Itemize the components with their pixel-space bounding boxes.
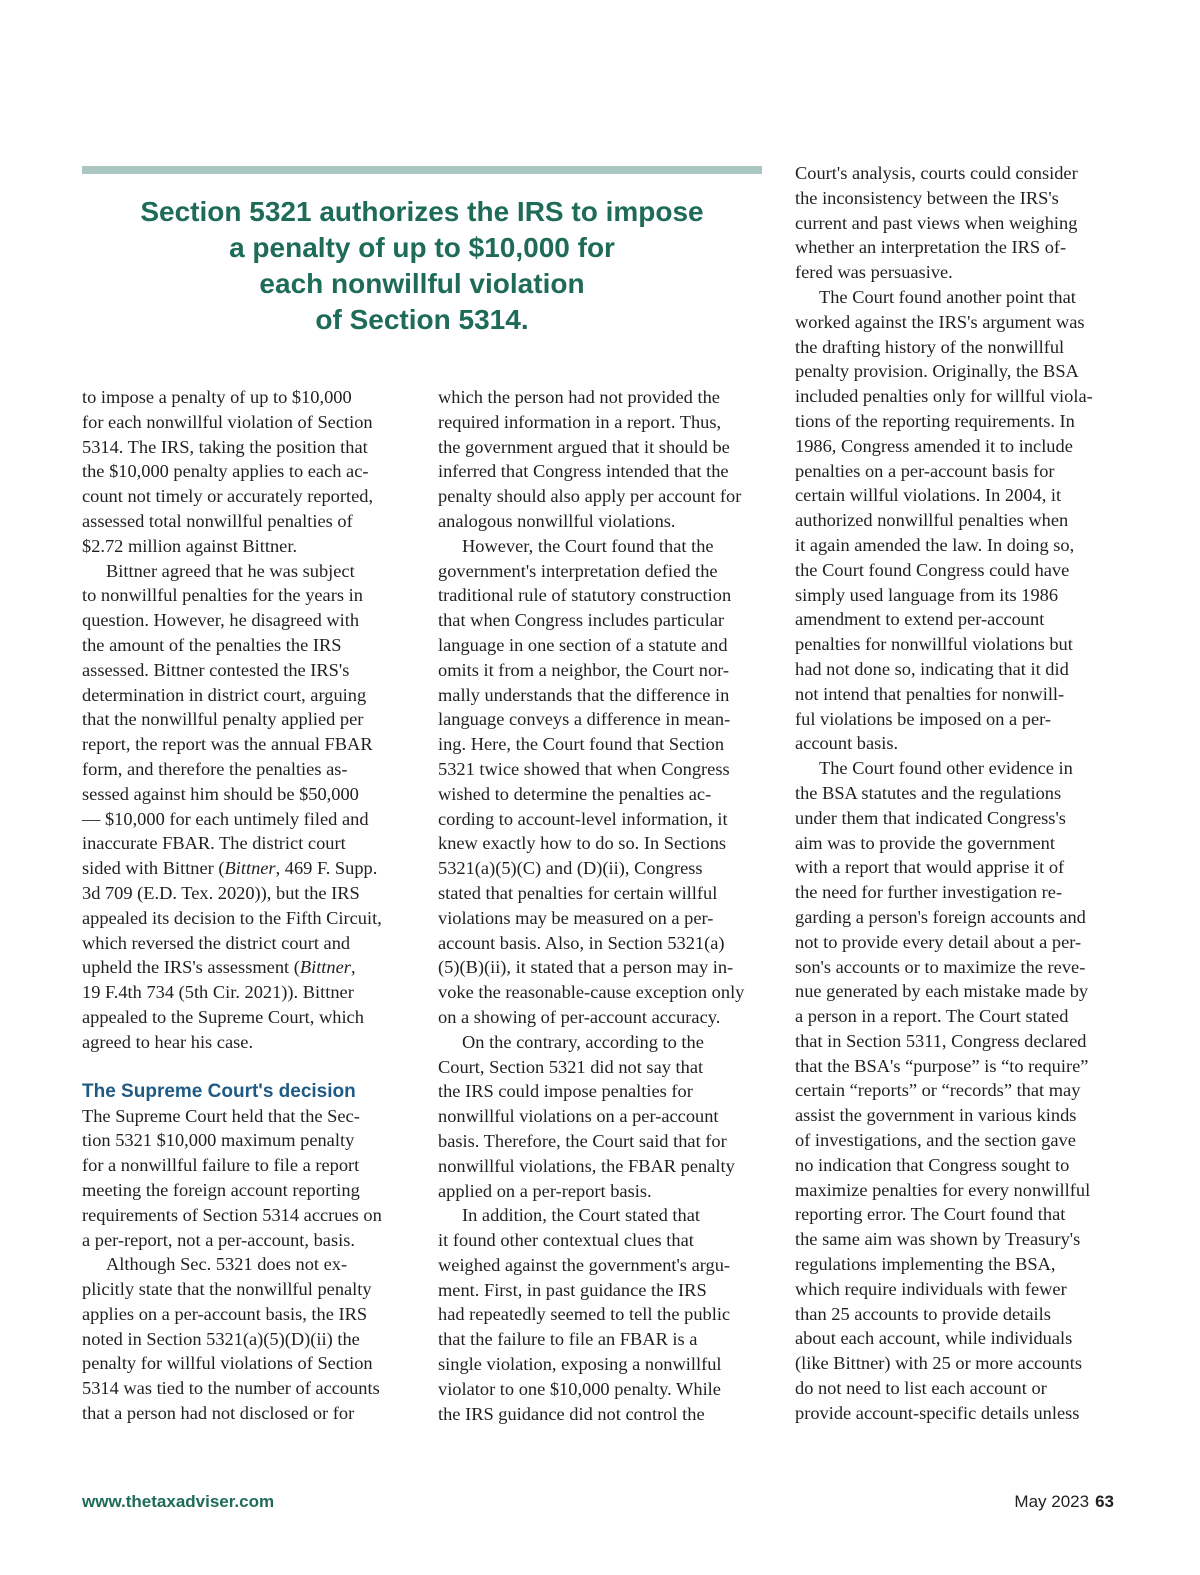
text-fragment: , 469 F. Supp. (275, 858, 378, 879)
text-line: nue generated by each mistake made by (795, 981, 1089, 1002)
footer-date-page (1014, 1492, 1114, 1512)
text-line: penalty should also apply per account for (438, 486, 742, 507)
text-line: — $10,000 for each untimely filed and (82, 808, 369, 829)
text-line: omits it from a neighbor, the Court nor- (438, 659, 730, 680)
text-line: regulations implementing the BSA, (795, 1254, 1056, 1275)
text-line: cording to account-level information, it (438, 808, 728, 829)
text-line: nonwillful violations, the FBAR penalty (438, 1155, 735, 1176)
pull-quote-line: each nonwillful violation (259, 268, 585, 299)
text-line: language conveys a difference in mean- (438, 709, 731, 730)
text-line: amendment to extend per-account (795, 609, 1045, 630)
pull-quote-line: Section 5321 authorizes the IRS to impose (140, 196, 704, 227)
text-line: the $10,000 penalty applies to each ac- (82, 461, 369, 482)
text-line: which the person had not provided the (438, 387, 720, 407)
text-line: inaccurate FBAR. The district court (82, 833, 346, 854)
text-line: that the nonwillful penalty applied per (82, 709, 364, 730)
text-line: plicitly state that the nonwillful penalty (82, 1279, 372, 1300)
footer-url[interactable]: www.thetaxadviser.com (82, 1492, 275, 1511)
text-fragment: , (350, 957, 356, 978)
text-line: the government argued that it should be (438, 436, 730, 457)
text-line: $2.72 million against Bittner. (82, 535, 298, 556)
text-line: tions of the reporting requirements. In (795, 410, 1075, 431)
pull-quote (82, 194, 762, 338)
text-line: aim was to provide the government (795, 832, 1055, 853)
text-line: about each account, while individuals (795, 1328, 1073, 1349)
text-line: traditional rule of statutory construction (438, 585, 732, 606)
text-line: knew exactly how to do so. In Sections (438, 833, 727, 854)
text-line: son's accounts or to maximize the reve- (795, 956, 1086, 977)
text-line: basis. Therefore, the Court said that for (438, 1130, 727, 1151)
text-line: had repeatedly seemed to tell the public (438, 1304, 731, 1325)
text-line: In addition, the Court stated that (462, 1205, 701, 1226)
text-line: account basis. (795, 733, 899, 754)
text-line: not intend that penalties for nonwill- (795, 683, 1065, 704)
text-line: ful violations be imposed on a per- (795, 708, 1052, 729)
text-line: whether an interpretation the IRS of- (795, 237, 1067, 258)
text-line: weighed against the government's argu- (438, 1254, 731, 1275)
text-line: The Court found other evidence in (819, 758, 1073, 779)
text-line: maximize penalties for every nonwillful (795, 1179, 1091, 1200)
text-line: appealed its decision to the Fifth Circuit, (82, 907, 382, 928)
text-line: that when Congress includes particular (438, 610, 724, 631)
text-line: garding a person's foreign accounts and (795, 906, 1086, 927)
text-line: 19 F.4th 734 (5th Cir. 2021)). Bittner (82, 982, 354, 1003)
text-line: requirements of Section 5314 accrues on (82, 1204, 382, 1225)
page-number: 63 (1095, 1492, 1114, 1511)
text-line: to impose a penalty of up to $10,000 (82, 387, 352, 407)
text-line: provide account-specific details unless (795, 1402, 1080, 1423)
text-line: fered was persuasive. (795, 262, 953, 283)
text-line: penalties on a per-account basis for (795, 460, 1055, 481)
text-line: the same aim was shown by Treasury's (795, 1229, 1081, 1250)
pull-quote-rule (82, 166, 762, 174)
text-line: Court, Section 5321 did not say that (438, 1056, 704, 1077)
text-line: under them that indicated Congress's (795, 807, 1066, 828)
text-line: the BSA statutes and the regulations (795, 782, 1062, 803)
text-line: with a report that would apprise it of (795, 857, 1065, 878)
text-line: appealed to the Supreme Court, which (82, 1006, 364, 1027)
text-line: the IRS could impose penalties for (438, 1081, 693, 1102)
section-heading: The Supreme Court's decision (82, 1080, 356, 1102)
text-line: the IRS guidance did not control the (438, 1403, 705, 1424)
text-line: agreed to hear his case. (82, 1031, 254, 1052)
text-line: (like Bittner) with 25 or more accounts (795, 1353, 1083, 1374)
article-column-1 (82, 385, 414, 1426)
text-line: for each nonwillful violation of Section (82, 411, 373, 432)
text-line: noted in Section 5321(a)(5)(D)(ii) the (82, 1328, 360, 1349)
text-line: 5314. The IRS, taking the position that (82, 436, 368, 457)
text-line: 1986, Congress amended it to include (795, 435, 1073, 456)
text-line: However, the Court found that the (462, 535, 714, 556)
text-fragment: sided with Bittner ( (82, 858, 225, 879)
text-line: included penalties only for willful viola- (795, 386, 1093, 407)
text-line: violator to one $10,000 penalty. While (438, 1378, 721, 1399)
text-line: 5321 twice showed that when Congress (438, 758, 730, 779)
text-line: authorized nonwillful penalties when (795, 510, 1069, 531)
text-line: certain “reports” or “records” that may (795, 1080, 1081, 1101)
text-line: (5)(B)(ii), it stated that a person may in- (438, 957, 734, 978)
text-line: that a person had not disclosed or for (82, 1403, 355, 1424)
text-line: report, the report was the annual FBAR (82, 734, 373, 755)
text-line: Court's analysis, courts could consider (795, 163, 1078, 183)
text-line: On the contrary, according to the (462, 1031, 704, 1052)
text-line: which require individuals with fewer (795, 1278, 1067, 1299)
text-line: penalty provision. Originally, the BSA (795, 361, 1079, 382)
text-line: had not done so, indicating that it did (795, 658, 1069, 679)
text-line: The Supreme Court held that the Sec- (82, 1105, 360, 1126)
text-line: determination in district court, arguing (82, 684, 367, 705)
text-line: it found other contextual clues that (438, 1230, 694, 1251)
text-line: assessed. Bittner contested the IRS's (82, 659, 350, 680)
text-line: ing. Here, the Court found that Section (438, 734, 725, 755)
text-line: a per-report, not a per-account, basis. (82, 1229, 355, 1250)
text-line: form, and therefore the penalties as- (82, 758, 348, 779)
text-line: penalty for willful violations of Section (82, 1353, 373, 1374)
article-column-2 (438, 385, 770, 1426)
text-line: worked against the IRS's argument was (795, 311, 1085, 332)
text-line: 3d 709 (E.D. Tex. 2020)), but the IRS (82, 882, 360, 903)
text-line: The Court found another point that (819, 286, 1076, 307)
case-name: Bittner (224, 858, 276, 879)
article-column-3 (795, 161, 1117, 1426)
text-line: applies on a per-account basis, the IRS (82, 1303, 368, 1324)
text-line: for a nonwillful failure to file a report (82, 1155, 360, 1176)
text-line: do not need to list each account or (795, 1378, 1047, 1399)
text-line: certain willful violations. In 2004, it (795, 485, 1062, 506)
text-line: the drafting history of the nonwillful (795, 336, 1065, 357)
text-line: voke the reasonable-cause exception only (438, 982, 745, 1003)
text-line: analogous nonwillful violations. (438, 510, 676, 531)
text-line: no indication that Congress sought to (795, 1154, 1070, 1175)
text-line: ment. First, in past guidance the IRS (438, 1279, 707, 1300)
text-line: 5314 was tied to the number of accounts (82, 1378, 380, 1399)
text-line: sessed against him should be $50,000 (82, 783, 359, 804)
text-fragment: upheld the IRS's assessment ( (82, 957, 300, 978)
text-line: that in Section 5311, Congress declared (795, 1030, 1087, 1051)
text-line: language in one section of a statute and (438, 634, 728, 655)
text-line: current and past views when weighing (795, 212, 1078, 233)
text-line: nonwillful violations on a per-account (438, 1106, 719, 1127)
issue-date: May 2023 (1014, 1492, 1090, 1511)
text-line: single violation, exposing a nonwillful (438, 1354, 722, 1375)
text-line: that the BSA's “purpose” is “to require” (795, 1055, 1089, 1076)
paragraph-gap (82, 1055, 414, 1079)
text-line: violations may be measured on a per- (438, 907, 714, 928)
text-line: tion 5321 $10,000 maximum penalty (82, 1130, 355, 1151)
text-line: count not timely or accurately reported, (82, 486, 374, 507)
text-line: government's interpretation defied the (438, 560, 718, 581)
text-line: assist the government in various kinds (795, 1105, 1077, 1126)
text-line: inferred that Congress intended that the (438, 461, 729, 482)
text-line: the amount of the penalties the IRS (82, 634, 342, 655)
text-line: than 25 accounts to provide details (795, 1303, 1051, 1324)
pull-quote-line: of Section 5314. (315, 304, 529, 335)
text-line: applied on a per-report basis. (438, 1180, 652, 1201)
text-line: which reversed the district court and (82, 932, 351, 953)
text-line: a person in a report. The Court stated (795, 1006, 1069, 1027)
text-line: wished to determine the penalties ac- (438, 783, 712, 804)
text-line: of investigations, and the section gave (795, 1130, 1076, 1151)
text-line: that the failure to file an FBAR is a (438, 1329, 698, 1350)
text-line: to nonwillful penalties for the years in (82, 585, 363, 606)
text-line: not to provide every detail about a per- (795, 931, 1082, 952)
text-line: Although Sec. 5321 does not ex- (106, 1254, 348, 1275)
text-line (82, 955, 414, 980)
case-name: Bittner (299, 957, 351, 978)
text-line: Bittner agreed that he was subject (106, 560, 355, 581)
pull-quote-line: a penalty of up to $10,000 for (229, 232, 615, 263)
text-line: the need for further investigation re- (795, 882, 1063, 903)
text-line: assessed total nonwillful penalties of (82, 510, 353, 531)
text-line: question. However, he disagreed with (82, 610, 360, 631)
text-line: on a showing of per-account accuracy. (438, 1006, 721, 1027)
text-line: the inconsistency between the IRS's (795, 187, 1059, 208)
text-line: mally understands that the difference in (438, 684, 730, 705)
text-line: meeting the foreign account reporting (82, 1179, 360, 1200)
text-line: required information in a report. Thus, (438, 411, 722, 432)
text-line: simply used language from its 1986 (795, 584, 1059, 605)
text-line: account basis. Also, in Section 5321(a) (438, 932, 725, 953)
text-line: it again amended the law. In doing so, (795, 534, 1075, 555)
text-line: stated that penalties for certain willful (438, 882, 718, 903)
text-line: penalties for nonwillful violations but (795, 634, 1073, 655)
text-line (82, 856, 414, 881)
text-line: reporting error. The Court found that (795, 1204, 1066, 1225)
text-line: the Court found Congress could have (795, 559, 1070, 580)
text-line: 5321(a)(5)(C) and (D)(ii), Congress (438, 858, 703, 879)
